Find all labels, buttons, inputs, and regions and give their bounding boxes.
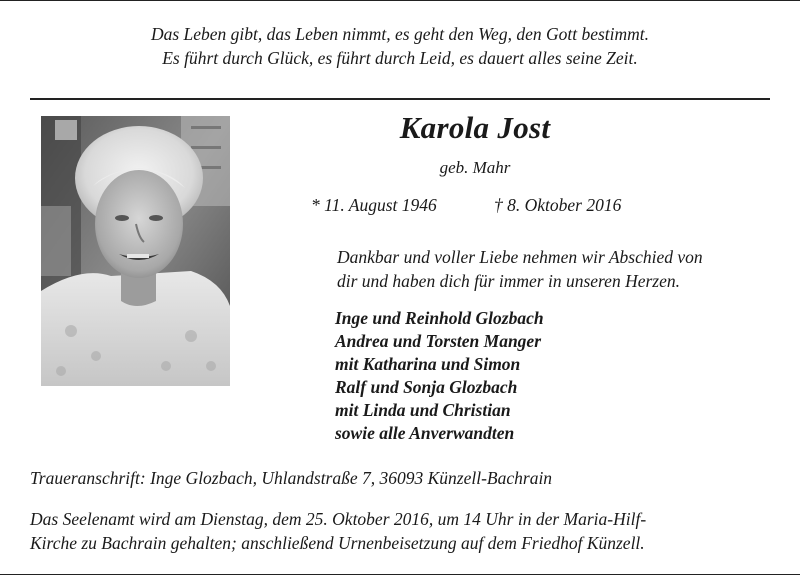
farewell-line-1: Dankbar und voller Liebe nehmen wir Abschied von: [337, 247, 703, 267]
birth-date: * 11. August 1946: [311, 195, 437, 215]
family-member: Inge und Reinhold Glozbach: [335, 308, 544, 328]
divider-line: [30, 98, 770, 100]
poem: [0, 22, 800, 70]
death-date: † 8. Oktober 2016: [494, 195, 622, 215]
maiden-name: geb. Mahr: [439, 158, 511, 177]
family-member: sowie alle Anverwandten: [335, 423, 515, 443]
family-member: Ralf und Sonja Glozbach: [335, 377, 518, 397]
family-member: mit Linda und Christian: [335, 400, 511, 420]
service-notice-line-2: Kirche zu Bachrain gehalten; anschließend Urnenbeisetzung auf dem Friedhof Künzell.: [30, 533, 645, 553]
service-notice: [30, 507, 770, 555]
farewell-line-2: dir und haben dich für immer in unseren Herzen.: [337, 271, 680, 291]
service-notice-line-1: Das Seelenamt wird am Dienstag, dem 25. Oktober 2016, um 14 Uhr in der Maria-Hilf-: [30, 509, 647, 529]
portrait-photo: [41, 116, 230, 386]
poem-line-1: Das Leben gibt, das Leben nimmt, es geht den Weg, den Gott bestimmt.: [150, 24, 650, 44]
mourning-address: Traueranschrift: Inge Glozbach, Uhlandstraße 7, 36093 Künzell-Bachrain: [30, 468, 553, 488]
deceased-name: Karola Jost: [399, 110, 551, 145]
family-member: Andrea und Torsten Manger: [335, 331, 542, 351]
family-member: mit Katharina und Simon: [335, 354, 521, 374]
poem-line-2: Es führt durch Glück, es führt durch Leid, es dauert alles seine Zeit.: [162, 48, 638, 68]
family-list: [335, 307, 735, 445]
farewell-text: [337, 245, 777, 293]
